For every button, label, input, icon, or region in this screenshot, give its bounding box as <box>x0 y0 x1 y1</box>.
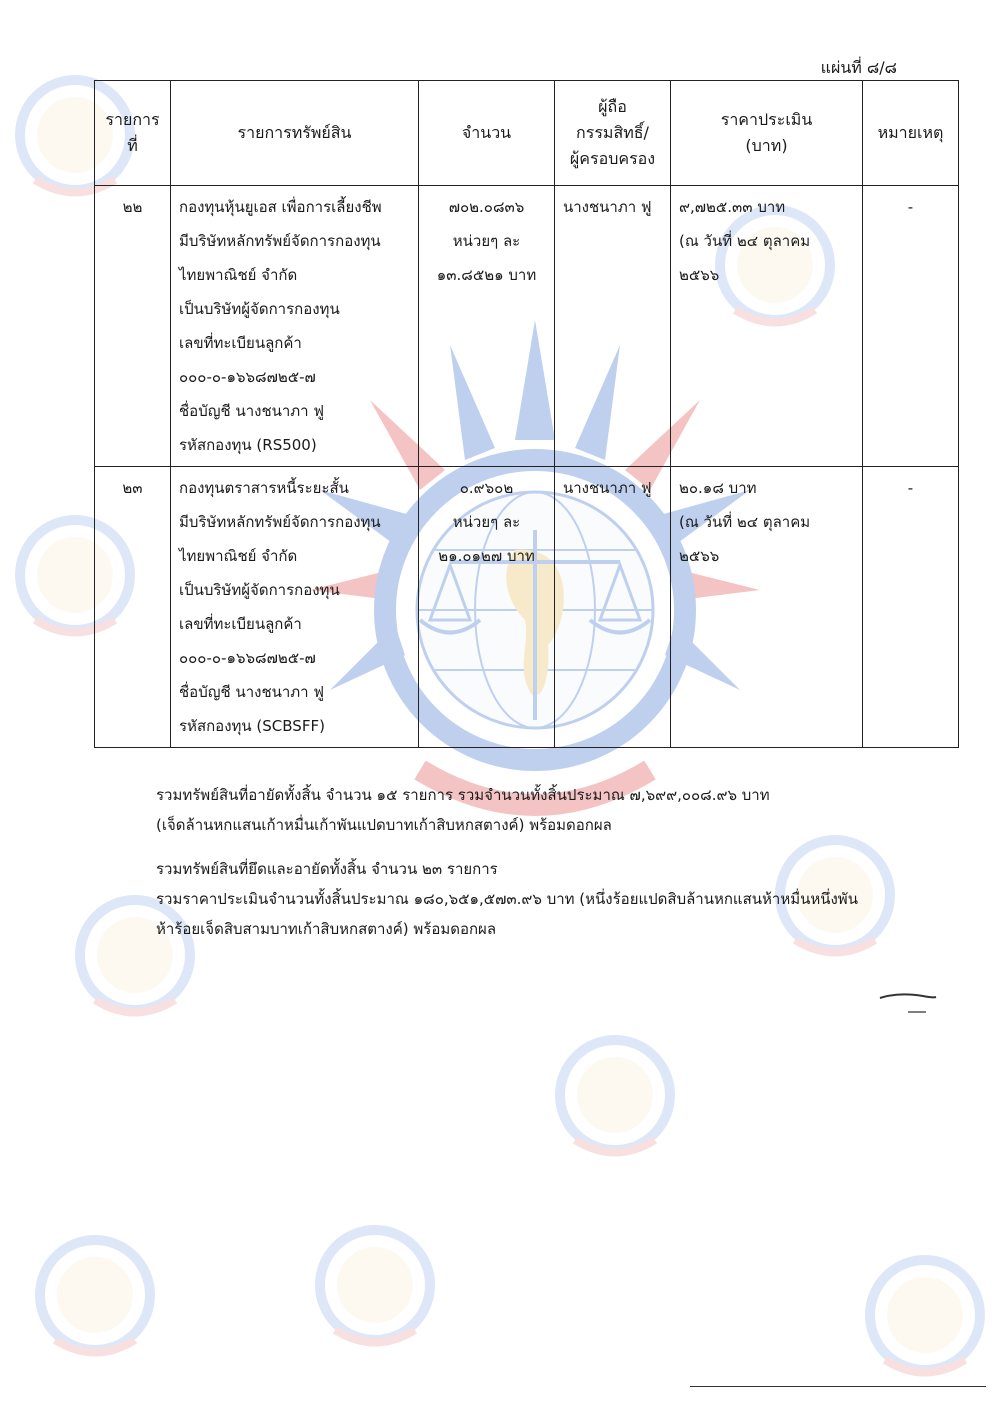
table-row <box>95 467 959 748</box>
seal-watermark-small <box>20 1220 170 1370</box>
remark: - <box>863 186 959 467</box>
appraised-value: ๒๐.๑๘ บาท (ณ วันที่ ๒๔ ตุลาคม ๒๕๖๖ <box>671 467 863 748</box>
all-total-paragraph: รวมทรัพย์สินที่ยึดและอายัดทั้งสิ้น จำนวน ๒๓ รายการ รวมราคาประเมินจำนวนทั้งสิ้นประมาณ ๑๘๐,๖๕๑,๕๗๓.๙๖ บาท (หนึ่งร้อยแปดสิบล้านหกแสนห้าหมื่นหนึ่งพัน ห้าร้อยเจ็ดสิบสามบาทเก้าสิบหกสตางค์) พร้อมดอกผล <box>156 860 858 938</box>
amount: ๐.๙๖๐๒ หน่วยๆ ละ ๒๑.๐๑๒๗ บาท <box>419 467 555 748</box>
appraised-value: ๙,๗๒๕.๓๓ บาท (ณ วันที่ ๒๔ ตุลาคม ๒๕๖๖ <box>671 186 863 467</box>
table-header-row <box>95 81 959 186</box>
item-no: ๒๓ <box>95 467 171 748</box>
asset-description: กองทุนหุ้นยูเอส เพื่อการเลี้ยงชีพ มีบริษัทหลักทรัพย์จัดการกองทุน ไทยพาณิชย์ จำกัด เป็นบริษัทผู้จัดการกองทุน เลขที่ทะเบียนลูกค้า ๐๐๐-๐-๑๖๖๘๗๒๕-๗ ชื่อบัญชี นางชนาภา ฟู รหัสกองทุน (RS500) <box>171 186 419 467</box>
header-item-no: รายการที่ <box>95 81 171 186</box>
header-remark: หมายเหตุ <box>863 81 959 186</box>
holder: นางชนาภา ฟู <box>555 467 671 748</box>
seal-watermark-small <box>300 1210 450 1360</box>
header-holder: ผู้ถือ กรรมสิทธิ์/ ผู้ครอบครอง <box>555 81 671 186</box>
footer-rule <box>690 1386 986 1387</box>
seal-watermark-small <box>850 1240 993 1390</box>
header-value: ราคาประเมิน (บาท) <box>671 81 863 186</box>
sheet-number: แผ่นที่ ๘/๘ <box>820 58 897 77</box>
table-row <box>95 186 959 467</box>
asset-table <box>94 80 959 748</box>
signature-mark <box>878 990 938 1018</box>
header-amount: จำนวน <box>419 81 555 186</box>
seal-watermark-small <box>540 1020 690 1170</box>
seized-total-paragraph: รวมทรัพย์สินที่อายัดทั้งสิ้น จำนวน ๑๕ รายการ รวมจำนวนทั้งสิ้นประมาณ ๗,๖๙๙,๐๐๘.๙๖ บาท (เจ็ดล้านหกแสนเก้าหมื่นเก้าพันแปดบาทเก้าสิบหกสตางค์) พร้อมดอกผล <box>156 786 770 834</box>
asset-description: กองทุนตราสารหนี้ระยะสั้น มีบริษัทหลักทรัพย์จัดการกองทุน ไทยพาณิชย์ จำกัด เป็นบริษัทผู้จัดการกองทุน เลขที่ทะเบียนลูกค้า ๐๐๐-๐-๑๖๖๘๗๒๕-๗ ชื่อบัญชี นางชนาภา ฟู รหัสกองทุน (SCBSFF) <box>171 467 419 748</box>
summary-section <box>156 780 916 958</box>
item-no: ๒๒ <box>95 186 171 467</box>
holder: นางชนาภา ฟู <box>555 186 671 467</box>
header-asset: รายการทรัพย์สิน <box>171 81 419 186</box>
amount: ๗๐๒.๐๘๓๖ หน่วยๆ ละ ๑๓.๘๕๒๑ บาท <box>419 186 555 467</box>
remark: - <box>863 467 959 748</box>
